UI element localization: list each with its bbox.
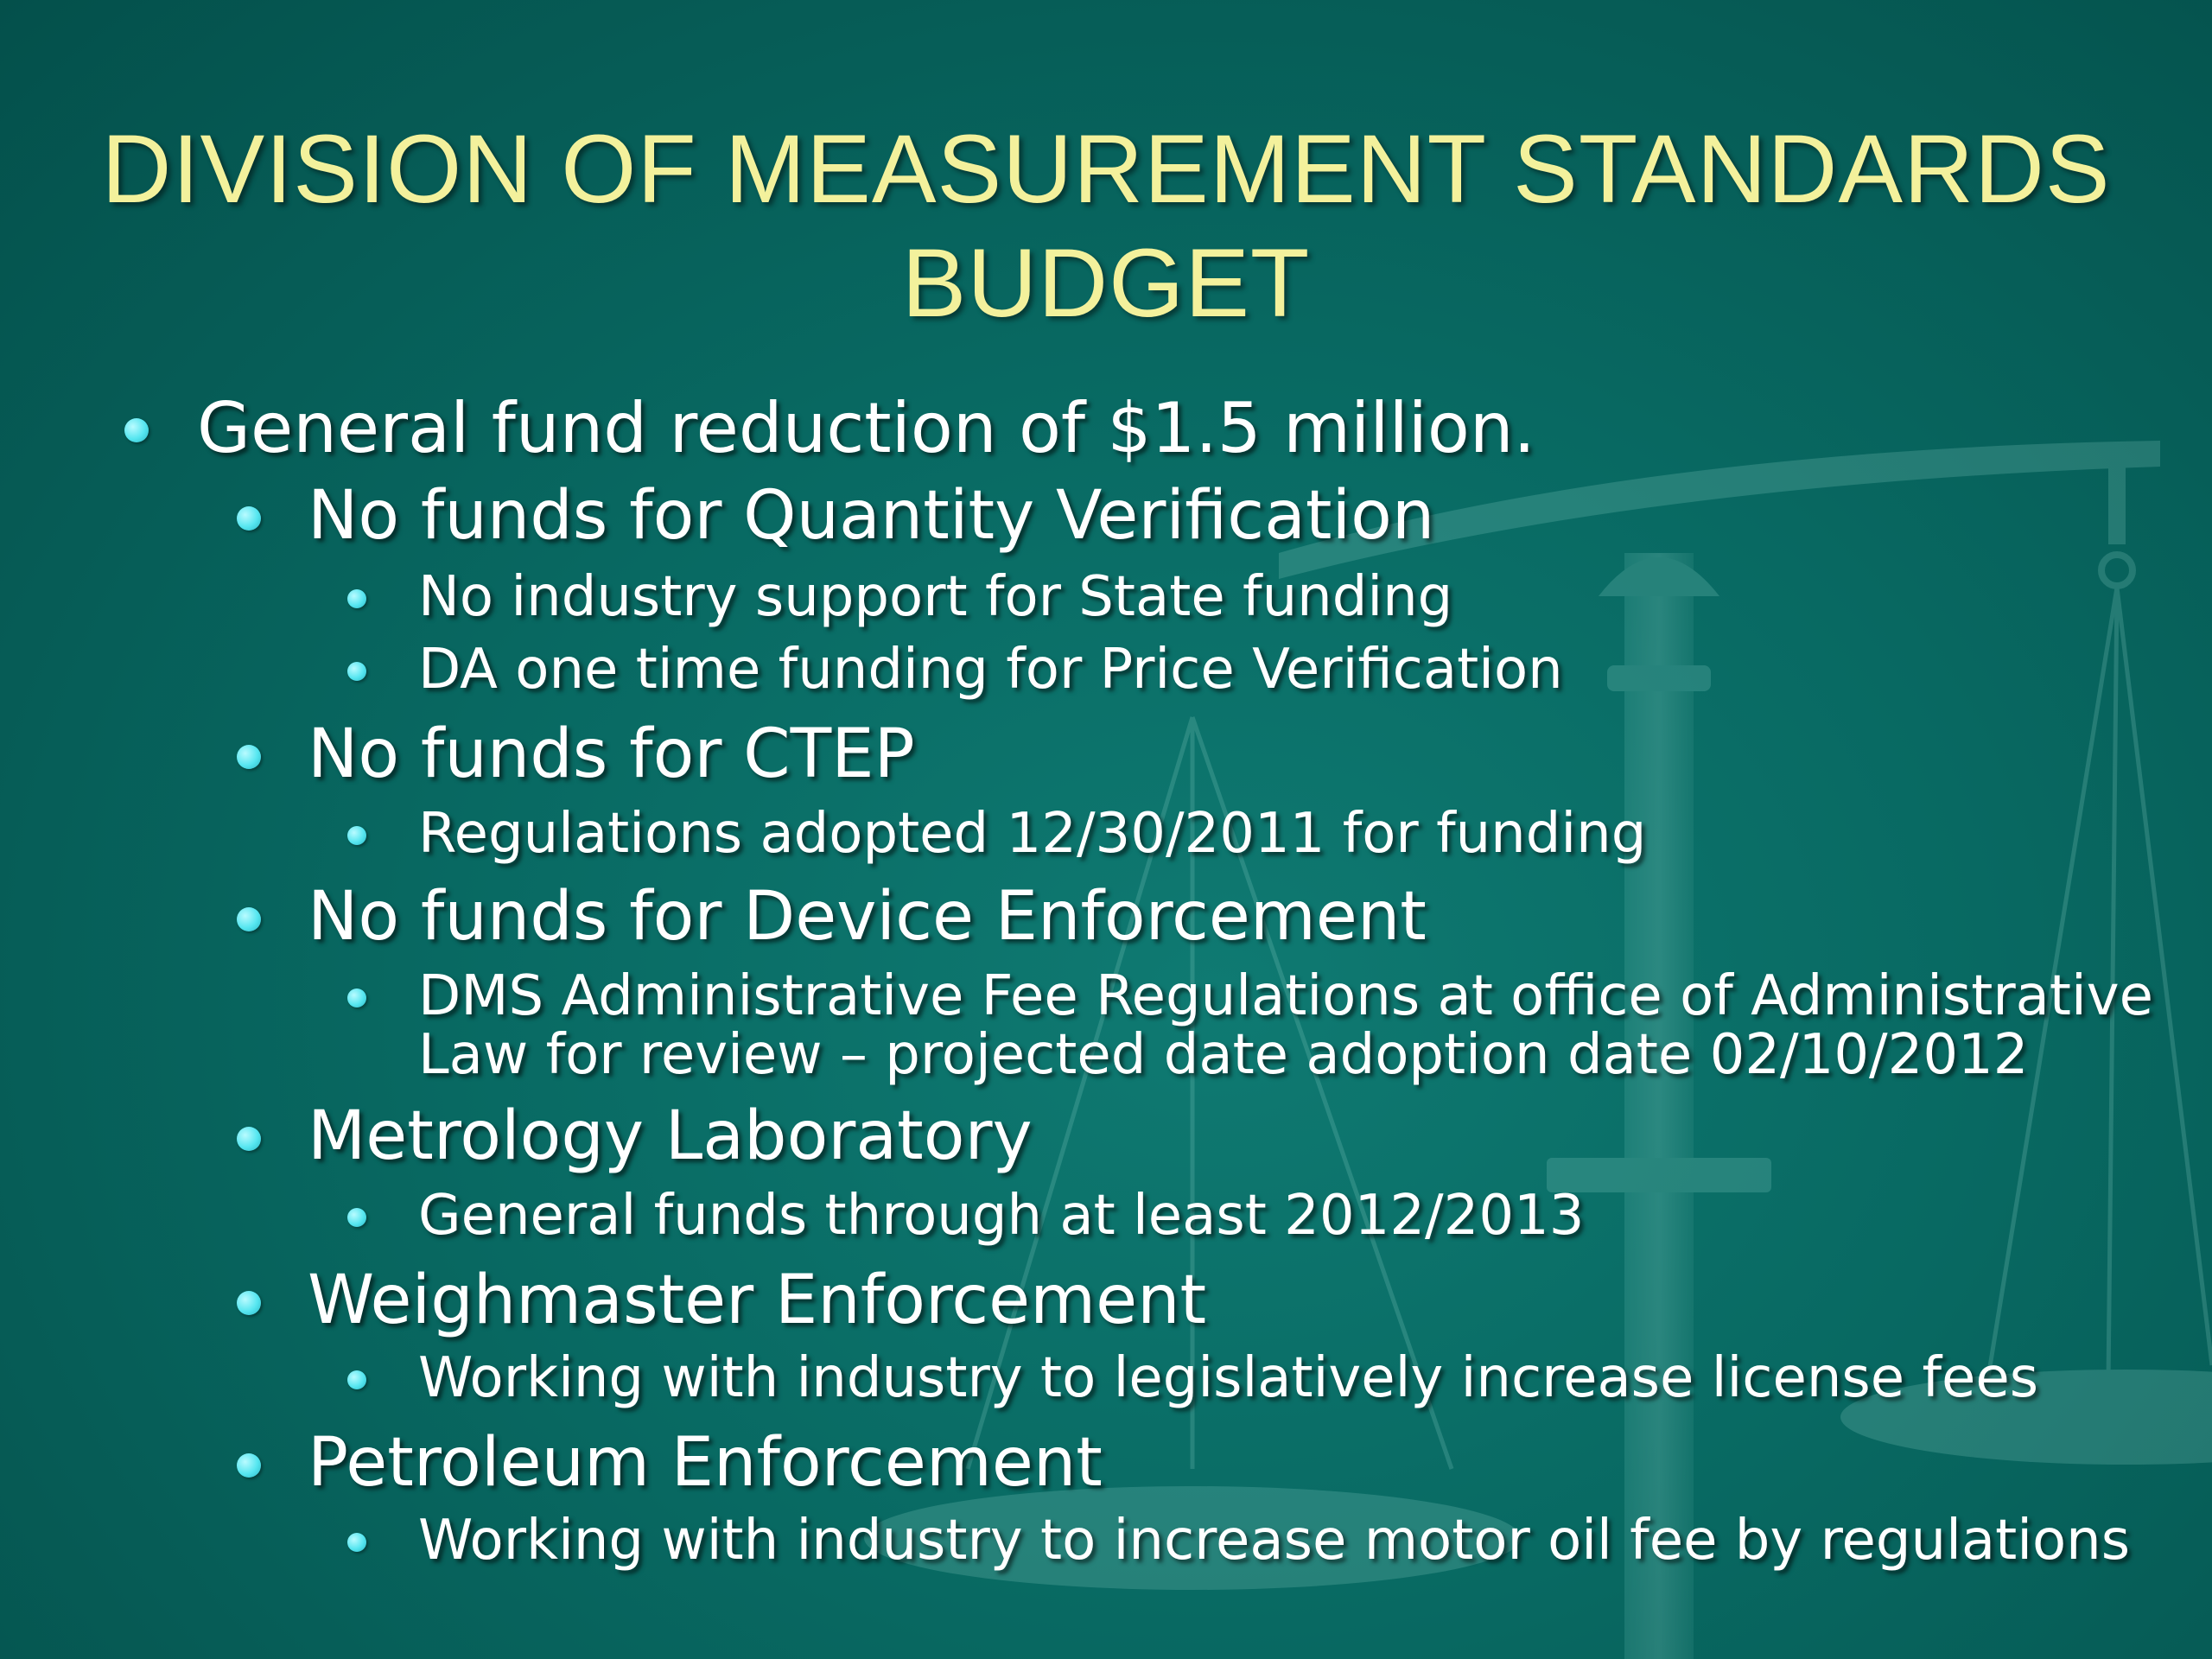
round-bullet-icon [237,745,261,769]
bullet-item: Petroleum Enforcement [308,1424,1103,1502]
bullet-item: General fund reduction of $1.5 million. [197,388,1535,468]
slide-title-line-1: DIVISION OF MEASUREMENT STANDARDS [101,115,2111,223]
round-bullet-icon [347,662,366,681]
bullet-item: Working with industry to legislatively increase license fees [418,1346,2039,1410]
bullet-item: No industry support for State funding [418,565,1453,629]
bullet-item: General funds through at least 2012/2013 [418,1184,1585,1248]
round-bullet-icon [237,1291,261,1315]
slide-title-line-2: BUDGET [901,229,1311,337]
round-bullet-icon [237,907,261,931]
bullet-item: Metrology Laboratory [308,1097,1033,1175]
bullet-item: No funds for Quantity Verification [308,477,1435,555]
bullet-item: No funds for Device Enforcement [308,878,1427,956]
round-bullet-icon [237,506,261,531]
bullet-item: DA one time funding for Price Verification [418,638,1563,702]
round-bullet-icon [347,1208,366,1227]
bullet-item: Working with industry to increase motor oil fee by regulations [418,1509,2131,1573]
bullet-item: Weighmaster Enforcement [308,1262,1207,1339]
round-bullet-icon [237,1127,261,1151]
bullet-item: Regulations adopted 12/30/2011 for funding [418,802,1647,866]
round-bullet-icon [347,1370,366,1389]
round-bullet-icon [347,826,366,845]
bullet-item-continuation: Law for review – projected date adoption date 02/10/2012 [418,1023,2029,1087]
round-bullet-icon [347,589,366,608]
round-bullet-icon [237,1453,261,1478]
round-bullet-icon [347,1533,366,1552]
round-bullet-icon [124,418,149,442]
round-bullet-icon [347,988,366,1007]
bullet-item: DMS Administrative Fee Regulations at office of Administrative [418,964,2153,1028]
bullet-item: No funds for CTEP [308,715,915,793]
